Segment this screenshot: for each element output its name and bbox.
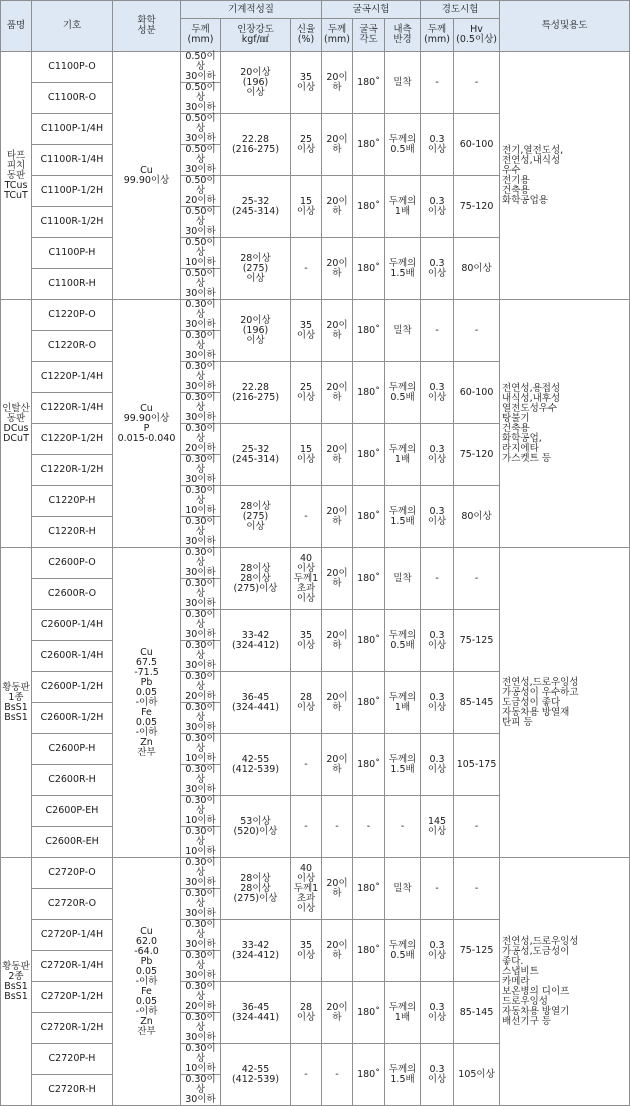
product-name-cell: 황동판 1종 BsS1 BsS1: [1, 548, 32, 858]
elongation-cell: 25 이상: [291, 362, 322, 424]
mech-thickness-cell: 0.50이상 10이하: [181, 238, 221, 269]
header-symbol: 기호: [32, 1, 113, 52]
bend-thickness-cell: 20이하: [322, 548, 353, 610]
table-body: [1, 52, 630, 1106]
inner-radius-cell: 두께의 1.5배: [385, 1044, 421, 1106]
bend-thickness-cell: 20이하: [322, 424, 353, 486]
hardness-thickness-cell: -: [421, 858, 454, 920]
mech-thickness-cell: 0.30이상 20이하: [181, 424, 221, 455]
symbol-cell: C1100P-H: [32, 238, 113, 269]
header-mech-thickness: 두께 (mm): [181, 19, 221, 52]
mech-thickness-cell: 0.30이상 30이하: [181, 641, 221, 672]
symbol-cell: C1220P-O: [32, 300, 113, 331]
tensile-strength-cell: 28이상 28이상 (275)이상: [221, 548, 291, 610]
mech-thickness-cell: 0.50이상 20이하: [181, 176, 221, 207]
inner-radius-cell: 두께의 1.5배: [385, 486, 421, 548]
tensile-strength-cell: 36-45 (324-441): [221, 982, 291, 1044]
mech-thickness-cell: 0.30이상 30이하: [181, 765, 221, 796]
bend-angle-cell: 180˚: [353, 300, 385, 362]
hardness-thickness-cell: -: [421, 548, 454, 610]
elongation-cell: -: [291, 1044, 322, 1106]
symbol-cell: C2720R-H: [32, 1075, 113, 1106]
symbol-cell: C1100P-1/2H: [32, 176, 113, 207]
inner-radius-cell: 두께의 1배: [385, 176, 421, 238]
tensile-strength-cell: 42-55 (412-539): [221, 1044, 291, 1106]
table-row: [1, 52, 630, 83]
header-bend-thickness: 두께 (mm): [322, 19, 353, 52]
mech-thickness-cell: 0.50이상 30이하: [181, 207, 221, 238]
tensile-strength-cell: 33-42 (324-412): [221, 610, 291, 672]
mech-thickness-cell: 0.30이상 30이하: [181, 951, 221, 982]
bend-thickness-cell: 20이하: [322, 300, 353, 362]
hardness-thickness-cell: 0.3 이상: [421, 1044, 454, 1106]
elongation-cell: 35 이상: [291, 52, 322, 114]
mech-thickness-cell: 0.30이상 10이하: [181, 796, 221, 827]
inner-radius-cell: 두께의 1배: [385, 982, 421, 1044]
mech-thickness-cell: 0.30이상 30이하: [181, 1075, 221, 1106]
hardness-thickness-cell: 0.3 이상: [421, 424, 454, 486]
bend-angle-cell: 180˚: [353, 176, 385, 238]
inner-radius-cell: 두께의 1배: [385, 672, 421, 734]
mech-thickness-cell: 0.50이상 30이하: [181, 52, 221, 83]
mech-thickness-cell: 0.30이상 10이하: [181, 827, 221, 858]
symbol-cell: C2600R-1/2H: [32, 703, 113, 734]
tensile-strength-cell: 20이상 (196) 이상: [221, 52, 291, 114]
mech-thickness-cell: 0.50이상 30이하: [181, 83, 221, 114]
bend-angle-cell: 180˚: [353, 1044, 385, 1106]
tensile-strength-cell: 36-45 (324-441): [221, 672, 291, 734]
inner-radius-cell: 두께의 1배: [385, 424, 421, 486]
mech-thickness-cell: 0.30이상 30이하: [181, 455, 221, 486]
tensile-strength-cell: 42-55 (412-539): [221, 734, 291, 796]
hardness-thickness-cell: 0.3 이상: [421, 610, 454, 672]
header-chemical-composition: 화학 성분: [113, 1, 181, 52]
symbol-cell: C1220P-1/2H: [32, 424, 113, 455]
header-bend-angle: 굴곡 각도: [353, 19, 385, 52]
symbol-cell: C1220R-O: [32, 331, 113, 362]
bend-thickness-cell: 20이하: [322, 920, 353, 982]
hv-cell: -: [454, 548, 500, 610]
tensile-strength-cell: 28이상 (275) 이상: [221, 238, 291, 300]
bend-angle-cell: 180˚: [353, 52, 385, 114]
symbol-cell: C2600R-1/4H: [32, 641, 113, 672]
table-row: [1, 300, 630, 331]
symbol-cell: C2720P-1/2H: [32, 982, 113, 1013]
symbol-cell: C1220R-1/4H: [32, 393, 113, 424]
hv-cell: 75-125: [454, 610, 500, 672]
inner-radius-cell: 밀착: [385, 858, 421, 920]
elongation-cell: 35 이상: [291, 610, 322, 672]
mech-thickness-cell: 0.50이상 30이하: [181, 269, 221, 300]
mech-thickness-cell: 0.50이상 30이하: [181, 145, 221, 176]
symbol-cell: C2600R-EH: [32, 827, 113, 858]
tensile-strength-cell: 25-32 (245-314): [221, 424, 291, 486]
bend-thickness-cell: 20이하: [322, 610, 353, 672]
tensile-strength-cell: 25-32 (245-314): [221, 176, 291, 238]
hardness-thickness-cell: -: [421, 52, 454, 114]
mech-thickness-cell: 0.30이상 30이하: [181, 331, 221, 362]
mech-thickness-cell: 0.30이상 30이하: [181, 548, 221, 579]
symbol-cell: C2720P-O: [32, 858, 113, 889]
symbol-cell: C1100R-H: [32, 269, 113, 300]
elongation-cell: -: [291, 796, 322, 858]
elongation-cell: -: [291, 486, 322, 548]
chemical-composition-cell: Cu 99.90이상: [113, 52, 181, 300]
hv-cell: 105-175: [454, 734, 500, 796]
header-mechanical-properties: 기계적성질: [181, 1, 322, 19]
mech-thickness-cell: 0.30이상 30이하: [181, 579, 221, 610]
header-elongation: 신율 (%): [291, 19, 322, 52]
inner-radius-cell: 두께의 1.5배: [385, 238, 421, 300]
header-product: 품명: [1, 1, 32, 52]
hardness-thickness-cell: 0.3 이상: [421, 734, 454, 796]
mech-thickness-cell: 0.30이상 30이하: [181, 1013, 221, 1044]
hardness-thickness-cell: 0.3 이상: [421, 362, 454, 424]
symbol-cell: C2720R-1/4H: [32, 951, 113, 982]
bend-angle-cell: 180˚: [353, 734, 385, 796]
elongation-cell: 25 이상: [291, 114, 322, 176]
hv-cell: 75-120: [454, 424, 500, 486]
table-row: [1, 548, 630, 579]
inner-radius-cell: -: [385, 796, 421, 858]
mech-thickness-cell: 0.30이상 10이하: [181, 734, 221, 765]
inner-radius-cell: 두께의 0.5배: [385, 114, 421, 176]
bend-angle-cell: -: [353, 796, 385, 858]
hardness-thickness-cell: 0.3 이상: [421, 486, 454, 548]
hv-cell: 75-125: [454, 920, 500, 982]
bend-thickness-cell: 20이하: [322, 362, 353, 424]
elongation-cell: 35 이상: [291, 920, 322, 982]
mech-thickness-cell: 0.30이상 20이하: [181, 982, 221, 1013]
header-tensile-strength: 인장강도 kgf/㎟: [221, 19, 291, 52]
tensile-strength-cell: 22.28 (216-275): [221, 114, 291, 176]
hv-cell: 85-145: [454, 982, 500, 1044]
inner-radius-cell: 두께의 0.5배: [385, 362, 421, 424]
inner-radius-cell: 두께의 1.5배: [385, 734, 421, 796]
elongation-cell: 28 이상: [291, 672, 322, 734]
symbol-cell: C1100P-O: [32, 52, 113, 83]
header-inner-radius: 내측 반경: [385, 19, 421, 52]
bend-thickness-cell: 20이하: [322, 238, 353, 300]
symbol-cell: C1220R-1/2H: [32, 455, 113, 486]
product-name-cell: 타프 피치 동판 TCus TCuT: [1, 52, 32, 300]
hardness-thickness-cell: 0.3 이상: [421, 114, 454, 176]
mech-thickness-cell: 0.30이상 30이하: [181, 300, 221, 331]
table-row: [1, 858, 630, 889]
symbol-cell: C1100P-1/4H: [32, 114, 113, 145]
product-name-cell: 황동판 2종 BsS1 BsS1: [1, 858, 32, 1106]
mech-thickness-cell: 0.30이상 30이하: [181, 517, 221, 548]
bend-angle-cell: 180˚: [353, 920, 385, 982]
symbol-cell: C2600R-H: [32, 765, 113, 796]
symbol-cell: C2600P-EH: [32, 796, 113, 827]
mech-thickness-cell: 0.30이상 30이하: [181, 858, 221, 889]
bend-thickness-cell: 20이하: [322, 176, 353, 238]
bend-angle-cell: 180˚: [353, 858, 385, 920]
bend-thickness-cell: -: [322, 796, 353, 858]
hardness-thickness-cell: 0.3 이상: [421, 672, 454, 734]
tensile-strength-cell: 53이상 (520)이상: [221, 796, 291, 858]
inner-radius-cell: 두께의 0.5배: [385, 610, 421, 672]
bend-thickness-cell: 20이하: [322, 486, 353, 548]
bend-thickness-cell: 20이하: [322, 982, 353, 1044]
symbol-cell: C1220R-H: [32, 517, 113, 548]
symbol-cell: C2720P-H: [32, 1044, 113, 1075]
tensile-strength-cell: 28이상 (275) 이상: [221, 486, 291, 548]
symbol-cell: C2600P-1/4H: [32, 610, 113, 641]
chemical-composition-cell: Cu 99.90이상 P 0.015-0.040: [113, 300, 181, 548]
symbol-cell: C1100R-1/2H: [32, 207, 113, 238]
symbol-cell: C2720R-O: [32, 889, 113, 920]
features-uses-cell: 전연성,드로우잉성 가공성,도금성이 좋다. 스냅비트 카메라 보온병의 디이프 드로우잉성 자동차용 방열기 배선기구 등: [500, 858, 630, 1106]
bend-angle-cell: 180˚: [353, 486, 385, 548]
symbol-cell: C1220P-1/4H: [32, 362, 113, 393]
features-uses-cell: 전연성,용접성 내식성,내후성 열전도성우수 탕불기 건축용 화학공업, 라지에타 가스켓트 등: [500, 300, 630, 548]
inner-radius-cell: 밀착: [385, 300, 421, 362]
header-bending-test: 굴곡시험: [322, 1, 421, 19]
bend-thickness-cell: 20이하: [322, 52, 353, 114]
mech-thickness-cell: 0.50이상 30이하: [181, 114, 221, 145]
elongation-cell: 40 이상 두께1 초과 이상: [291, 548, 322, 610]
bend-thickness-cell: 20이하: [322, 672, 353, 734]
header-hv: Hv (0.5이상): [454, 19, 500, 52]
hardness-thickness-cell: 0.3 이상: [421, 176, 454, 238]
hv-cell: 80이상: [454, 238, 500, 300]
mech-thickness-cell: 0.30이상 30이하: [181, 362, 221, 393]
symbol-cell: C2720P-1/4H: [32, 920, 113, 951]
mech-thickness-cell: 0.30이상 20이하: [181, 672, 221, 703]
hv-cell: 80이상: [454, 486, 500, 548]
hardness-thickness-cell: -: [421, 300, 454, 362]
elongation-cell: -: [291, 238, 322, 300]
header-hardness-thickness: 두께 (mm): [421, 19, 454, 52]
elongation-cell: 15 이상: [291, 176, 322, 238]
hardness-thickness-cell: 0.3 이상: [421, 238, 454, 300]
tensile-strength-cell: 22.28 (216-275): [221, 362, 291, 424]
hv-cell: 60-100: [454, 362, 500, 424]
hv-cell: -: [454, 796, 500, 858]
symbol-cell: C2720R-1/2H: [32, 1013, 113, 1044]
bend-thickness-cell: -: [322, 1044, 353, 1106]
header-features-uses: 특성및용도: [500, 1, 630, 52]
chemical-composition-cell: Cu 67.5 -71.5 Pb 0.05 -이하 Fe 0.05 -이하 Zn 잔부: [113, 548, 181, 858]
bend-angle-cell: 180˚: [353, 982, 385, 1044]
elongation-cell: 35 이상: [291, 300, 322, 362]
bend-angle-cell: 180˚: [353, 610, 385, 672]
mech-thickness-cell: 0.30이상 30이하: [181, 393, 221, 424]
bend-angle-cell: 180˚: [353, 238, 385, 300]
product-name-cell: 인탈산 동판 DCus DCuT: [1, 300, 32, 548]
symbol-cell: C2600R-O: [32, 579, 113, 610]
bend-angle-cell: 180˚: [353, 114, 385, 176]
mech-thickness-cell: 0.30이상 10이하: [181, 486, 221, 517]
bend-angle-cell: 180˚: [353, 672, 385, 734]
features-uses-cell: 전기,열전도성, 전연성,내식성 우수 전기용 건축용 화학공업용: [500, 52, 630, 300]
elongation-cell: 28 이상: [291, 982, 322, 1044]
hv-cell: -: [454, 52, 500, 114]
hv-cell: 85-145: [454, 672, 500, 734]
bend-thickness-cell: 20이하: [322, 114, 353, 176]
elongation-cell: 40 이상 두께1 초과 이상: [291, 858, 322, 920]
tensile-strength-cell: 20이상 (196) 이상: [221, 300, 291, 362]
mech-thickness-cell: 0.30이상 30이하: [181, 920, 221, 951]
mech-thickness-cell: 0.30이상 30이하: [181, 610, 221, 641]
bend-angle-cell: 180˚: [353, 362, 385, 424]
symbol-cell: C2600P-H: [32, 734, 113, 765]
symbol-cell: C2600P-1/2H: [32, 672, 113, 703]
hardness-thickness-cell: 0.3 이상: [421, 920, 454, 982]
symbol-cell: C1220P-H: [32, 486, 113, 517]
tensile-strength-cell: 28이상 28이상 (275)이상: [221, 858, 291, 920]
bend-angle-cell: 180˚: [353, 548, 385, 610]
hardness-thickness-cell: 145 이상: [421, 796, 454, 858]
hv-cell: -: [454, 300, 500, 362]
hv-cell: 60-100: [454, 114, 500, 176]
header-hardness-test: 경도시험: [421, 1, 500, 19]
features-uses-cell: 전연성,드로우잉성 가공성이 우수하고 도금성이 좋다 자동차용 방열재 탄피 등: [500, 548, 630, 858]
elongation-cell: 15 이상: [291, 424, 322, 486]
chemical-composition-cell: Cu 62.0 -64.0 Pb 0.05 -이하 Fe 0.05 -이하 Zn 잔부: [113, 858, 181, 1106]
mech-thickness-cell: 0.30이상 30이하: [181, 703, 221, 734]
bend-thickness-cell: 20이하: [322, 858, 353, 920]
hv-cell: 105이상: [454, 1044, 500, 1106]
bend-angle-cell: 180˚: [353, 424, 385, 486]
inner-radius-cell: 두께의 0.5배: [385, 920, 421, 982]
inner-radius-cell: 밀착: [385, 548, 421, 610]
hv-cell: -: [454, 858, 500, 920]
hv-cell: 75-120: [454, 176, 500, 238]
hardness-thickness-cell: 0.3 이상: [421, 982, 454, 1044]
mech-thickness-cell: 0.30이상 10이하: [181, 1044, 221, 1075]
mech-thickness-cell: 0.30이상 30이하: [181, 889, 221, 920]
tensile-strength-cell: 33-42 (324-412): [221, 920, 291, 982]
bend-thickness-cell: 20이하: [322, 734, 353, 796]
symbol-cell: C1100R-1/4H: [32, 145, 113, 176]
symbol-cell: C1100R-O: [32, 83, 113, 114]
elongation-cell: -: [291, 734, 322, 796]
inner-radius-cell: 밀착: [385, 52, 421, 114]
symbol-cell: C2600P-O: [32, 548, 113, 579]
